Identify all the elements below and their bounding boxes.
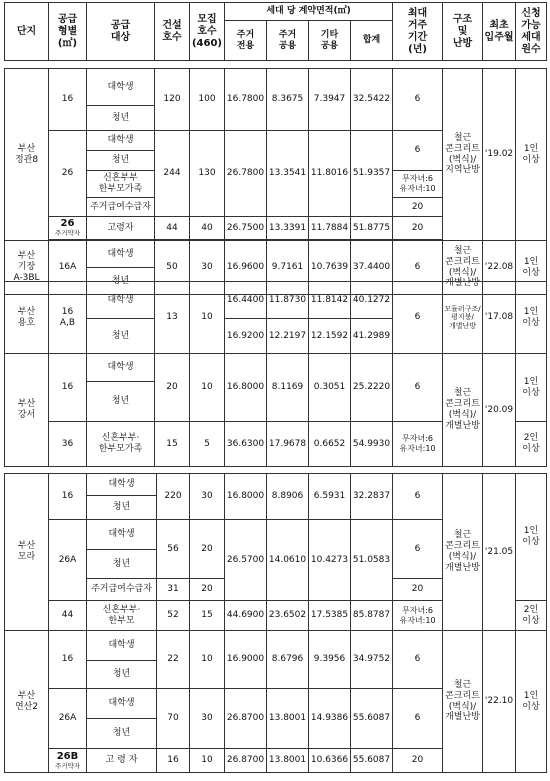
other-common-area: 0.6652 bbox=[309, 422, 351, 467]
target-cell: 대학생 bbox=[87, 474, 157, 496]
built-units: 244 bbox=[155, 131, 190, 217]
header-area-group: 세대 당 계약면적(㎡) bbox=[225, 3, 393, 21]
total-area: 41.2989 bbox=[351, 319, 393, 354]
household-size: 1인 이상 bbox=[516, 354, 547, 422]
recruit-units: 20 bbox=[190, 579, 225, 601]
header-structure: 구조 및 난방 bbox=[443, 3, 483, 61]
total-area: 32.2837 bbox=[351, 474, 393, 520]
supply-type: 16 bbox=[49, 69, 87, 131]
residence-period: 20 bbox=[393, 198, 443, 217]
target-cell: 청년 bbox=[87, 319, 155, 354]
table-row bbox=[5, 631, 547, 661]
residence-period: 20 bbox=[393, 749, 443, 773]
exclusive-area: 26.8700 bbox=[225, 689, 267, 749]
complex-name: 부산 기장 A-3BL bbox=[5, 241, 49, 295]
built-units: 50 bbox=[155, 241, 190, 295]
exclusive-area: 26.7500 bbox=[225, 217, 267, 240]
other-common-area: 6.5931 bbox=[309, 474, 351, 520]
built-units: 44 bbox=[155, 217, 190, 240]
residence-period: 20 bbox=[393, 579, 443, 601]
built-units: 20 bbox=[155, 354, 190, 422]
residential-common-area: 23.6502 bbox=[267, 601, 309, 631]
built-units: 31 bbox=[157, 579, 190, 601]
exclusive-area: 26.7800 bbox=[225, 131, 267, 217]
target-cell: 청년 bbox=[87, 106, 155, 131]
target-cell: 신혼부부· 한부모가족 bbox=[87, 422, 155, 467]
residential-common-area: 13.3391 bbox=[267, 217, 309, 240]
household-size: 1인 이상 bbox=[516, 282, 547, 354]
header-other-common: 기타 공용 bbox=[309, 21, 351, 61]
other-common-area: 11.7884 bbox=[309, 217, 351, 240]
residence-period: 6 bbox=[393, 689, 443, 749]
supply-type-cell bbox=[49, 217, 87, 240]
complex-name: 부산 강서 bbox=[5, 354, 49, 467]
household-size: 1인 이상 bbox=[516, 474, 547, 601]
target-cell: 청년 bbox=[87, 550, 157, 579]
target-cell: 청년 bbox=[87, 719, 157, 749]
move-in-month: '22.08 bbox=[483, 241, 516, 295]
total-area: 25.2220 bbox=[351, 354, 393, 422]
complex-name: 부산 연산2 bbox=[5, 631, 49, 773]
complex-name: 부산 모라 bbox=[5, 474, 49, 631]
built-units: 52 bbox=[157, 601, 190, 631]
table-row bbox=[5, 474, 547, 496]
total-area: 55.6087 bbox=[351, 749, 393, 773]
built-units: 220 bbox=[157, 474, 190, 520]
header-complex: 단지 bbox=[5, 3, 49, 61]
supply-type-note: 주거약자 bbox=[54, 229, 81, 238]
exclusive-area: 16.8000 bbox=[225, 474, 267, 520]
header-built-units: 건설 호수 bbox=[155, 3, 190, 61]
residence-period: 6 bbox=[393, 69, 443, 131]
move-in-month: '21.05 bbox=[483, 474, 516, 631]
target-cell: 청년 bbox=[87, 151, 155, 171]
other-common-area: 14.9386 bbox=[309, 689, 351, 749]
built-units: 13 bbox=[155, 282, 190, 354]
other-common-area: 0.3051 bbox=[309, 354, 351, 422]
structure-cell: 철근 콘크리트 (벽식)/ 개별난방 bbox=[443, 474, 483, 631]
header-household-size: 신청 가능 세대 원수 bbox=[516, 3, 547, 61]
built-units: 120 bbox=[155, 69, 190, 131]
exclusive-area: 16.7800 bbox=[225, 69, 267, 131]
table-row bbox=[5, 241, 547, 268]
exclusive-area: 16.8000 bbox=[225, 354, 267, 422]
total-area: 51.8775 bbox=[351, 217, 393, 240]
move-in-month: '19.02 bbox=[483, 69, 516, 241]
exclusive-area: 26.5700 bbox=[225, 520, 267, 601]
table-row bbox=[5, 282, 547, 319]
supply-type-cell bbox=[49, 749, 87, 773]
supply-type: 26B bbox=[56, 750, 79, 762]
other-common-area: 11.8016 bbox=[309, 131, 351, 217]
other-common-area: 10.6366 bbox=[309, 749, 351, 773]
complex-name: 부산 정관8 bbox=[5, 69, 49, 241]
rental-table-middle bbox=[4, 281, 547, 467]
residential-common-area: 12.2197 bbox=[267, 319, 309, 354]
rental-table-bottom bbox=[4, 473, 547, 773]
complex-name: 부산 용호 bbox=[5, 282, 49, 354]
recruit-units: 15 bbox=[190, 601, 225, 631]
residential-common-area: 13.8001 bbox=[267, 689, 309, 749]
recruit-units: 30 bbox=[190, 689, 225, 749]
recruit-units: 20 bbox=[190, 520, 225, 579]
supply-type: 36 bbox=[49, 422, 87, 467]
recruit-units: 100 bbox=[190, 69, 225, 131]
rental-table-top bbox=[4, 2, 547, 295]
total-area: 40.1272 bbox=[351, 282, 393, 319]
supply-type-note: 주거약자 bbox=[54, 761, 81, 770]
recruit-units: 5 bbox=[190, 422, 225, 467]
target-cell: 신혼부부 한부모가족 bbox=[87, 171, 155, 198]
residence-period: 6 bbox=[393, 474, 443, 520]
recruit-units: 10 bbox=[190, 282, 225, 354]
built-units: 22 bbox=[157, 631, 190, 689]
target-cell: 주거급여수급자 bbox=[87, 198, 155, 217]
built-units: 56 bbox=[157, 520, 190, 579]
move-in-month: '20.09 bbox=[483, 354, 516, 467]
exclusive-area: 16.9600 bbox=[225, 241, 267, 295]
header-target: 공급 대상 bbox=[87, 3, 155, 61]
residential-common-area: 8.8906 bbox=[267, 474, 309, 520]
recruit-units: 30 bbox=[190, 241, 225, 295]
residential-common-area: 11.8730 bbox=[267, 282, 309, 319]
table-row bbox=[5, 354, 547, 382]
supply-type: 16 A,B bbox=[49, 282, 87, 354]
other-common-area: 7.3947 bbox=[309, 69, 351, 131]
other-common-area: 17.5385 bbox=[309, 601, 351, 631]
exclusive-area: 26.8700 bbox=[225, 749, 267, 773]
exclusive-area: 44.6900 bbox=[225, 601, 267, 631]
supply-type: 16A bbox=[49, 241, 87, 295]
target-cell: 대학생 bbox=[87, 282, 155, 319]
exclusive-area: 16.4400 bbox=[225, 282, 267, 319]
residence-period: 6 bbox=[393, 631, 443, 689]
residence-period: 무자녀:6 유자녀:10 bbox=[393, 171, 443, 198]
residential-common-area: 13.3541 bbox=[267, 131, 309, 217]
target-cell: 고 령 자 bbox=[87, 749, 157, 773]
total-area: 55.6087 bbox=[351, 689, 393, 749]
built-units: 16 bbox=[157, 749, 190, 773]
other-common-area: 10.7639 bbox=[309, 241, 351, 295]
target-cell: 대학생 bbox=[87, 69, 155, 106]
supply-type: 26A bbox=[49, 689, 87, 749]
header-supply-type: 공급 형별 (㎡) bbox=[49, 3, 87, 61]
household-size: 2인 이상 bbox=[516, 601, 547, 631]
residence-period: 무자녀:6 유자녀:10 bbox=[393, 601, 443, 631]
header-residential-common: 주거 공용 bbox=[267, 21, 309, 61]
built-units: 15 bbox=[155, 422, 190, 467]
exclusive-area: 16.9200 bbox=[225, 319, 267, 354]
residence-period: 6 bbox=[393, 241, 443, 295]
header-total: 합계 bbox=[351, 21, 393, 61]
structure-cell: 철근 콘크리트 (벽식)/ 개별난방 bbox=[443, 631, 483, 773]
residential-common-area: 8.1169 bbox=[267, 354, 309, 422]
exclusive-area: 16.9000 bbox=[225, 631, 267, 689]
target-cell: 고령자 bbox=[87, 217, 155, 240]
supply-type: 16 bbox=[49, 474, 87, 520]
total-area: 34.9752 bbox=[351, 631, 393, 689]
exclusive-area: 36.6300 bbox=[225, 422, 267, 467]
target-cell: 대학생 bbox=[87, 631, 157, 661]
residential-common-area: 8.6796 bbox=[267, 631, 309, 689]
residence-period: 6 bbox=[393, 131, 443, 171]
residential-common-area: 13.8001 bbox=[267, 749, 309, 773]
total-area: 32.5422 bbox=[351, 69, 393, 131]
target-cell: 청년 bbox=[87, 268, 155, 295]
recruit-units: 10 bbox=[190, 631, 225, 689]
residence-period: 20 bbox=[393, 217, 443, 240]
supply-type: 16 bbox=[49, 631, 87, 689]
target-cell: 청년 bbox=[87, 661, 157, 689]
recruit-units: 10 bbox=[190, 354, 225, 422]
recruit-units: 130 bbox=[190, 131, 225, 217]
residential-common-area: 9.7161 bbox=[267, 241, 309, 295]
header-first-move: 최초 입주월 bbox=[483, 3, 516, 61]
other-common-area: 12.1592 bbox=[309, 319, 351, 354]
recruit-units: 10 bbox=[190, 749, 225, 773]
header-max-residence: 최대 거주 기간 (년) bbox=[393, 3, 443, 61]
target-cell: 대학생 bbox=[87, 241, 155, 268]
structure-cell: 철근 콘크리트 (벽식)/ 개별난방 bbox=[443, 354, 483, 467]
residential-common-area: 17.9678 bbox=[267, 422, 309, 467]
total-area: 51.0583 bbox=[351, 520, 393, 601]
table-row bbox=[5, 69, 547, 106]
residence-period: 무자녀:6 유자녀:10 bbox=[393, 422, 443, 467]
household-size: 1인 이상 bbox=[516, 631, 547, 773]
move-in-month: '22.10 bbox=[483, 631, 516, 773]
residential-common-area: 14.0610 bbox=[267, 520, 309, 601]
recruit-units: 40 bbox=[190, 217, 225, 240]
header-recruit-units: 모집 호수 (460) bbox=[190, 3, 225, 61]
total-area: 51.9357 bbox=[351, 131, 393, 217]
built-units: 70 bbox=[157, 689, 190, 749]
residence-period: 6 bbox=[393, 354, 443, 422]
supply-type: 26 bbox=[49, 131, 87, 217]
household-size: 1인 이상 bbox=[516, 69, 547, 241]
header-exclusive: 주거 전용 bbox=[225, 21, 267, 61]
total-area: 85.8787 bbox=[351, 601, 393, 631]
move-in-month: '17.08 bbox=[483, 282, 516, 354]
supply-type: 44 bbox=[49, 601, 87, 631]
structure-cell: 철근 콘크리트 (벽식)/ 개별난방 bbox=[443, 241, 483, 295]
target-cell: 대학생 bbox=[87, 689, 157, 719]
target-cell: 대학생 bbox=[87, 520, 157, 550]
supply-type: 26 bbox=[60, 218, 75, 230]
other-common-area: 11.8142 bbox=[309, 282, 351, 319]
household-size: 2인 이상 bbox=[516, 422, 547, 467]
household-size: 1인 이상 bbox=[516, 241, 547, 295]
other-common-area: 9.3956 bbox=[309, 631, 351, 689]
supply-type: 16 bbox=[49, 354, 87, 422]
supply-type: 26A bbox=[49, 520, 87, 601]
total-area: 37.4400 bbox=[351, 241, 393, 295]
recruit-units: 30 bbox=[190, 474, 225, 520]
structure-cell: 모듈러구조/ 평지붕/ 개별난방 bbox=[443, 282, 483, 354]
target-cell: 주거급여수급자 bbox=[87, 579, 157, 601]
residential-common-area: 8.3675 bbox=[267, 69, 309, 131]
target-cell: 청년 bbox=[87, 496, 157, 520]
residence-period: 6 bbox=[393, 520, 443, 579]
target-cell: 대학생 bbox=[87, 131, 155, 151]
structure-cell: 철근 콘크리트 (벽식)/ 지역난방 bbox=[443, 69, 483, 241]
residence-period: 6 bbox=[393, 282, 443, 354]
target-cell: 청년 bbox=[87, 382, 155, 422]
target-cell: 신혼부부· 한부모 bbox=[87, 601, 157, 631]
total-area: 54.9930 bbox=[351, 422, 393, 467]
target-cell: 대학생 bbox=[87, 354, 155, 382]
other-common-area: 10.4273 bbox=[309, 520, 351, 601]
